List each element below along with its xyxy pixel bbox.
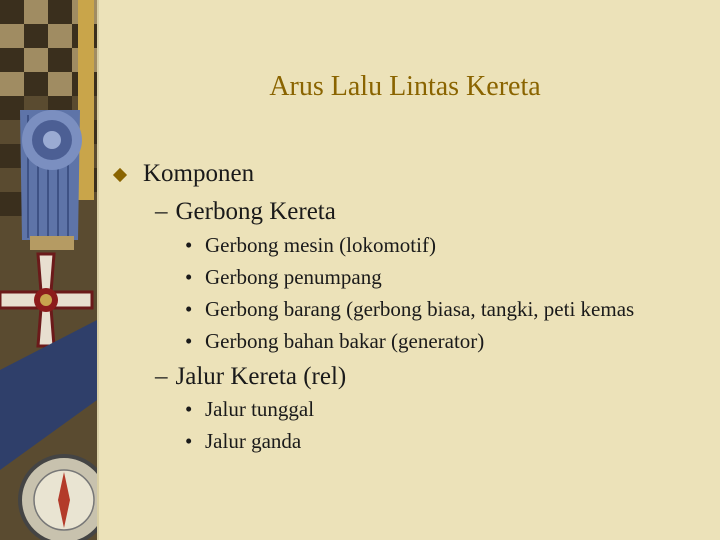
sub-bullet-gerbong-kereta [155, 198, 336, 226]
list-item-text: Jalur tunggal [205, 397, 315, 421]
list-item-text: Gerbong barang (gerbong biasa, tangki, peti kemas [205, 297, 635, 321]
decorative-side-image [0, 0, 97, 540]
list-item [185, 397, 314, 422]
dot-marker: • [185, 297, 193, 321]
list-item [185, 265, 382, 290]
diamond-bullet-icon [113, 168, 127, 182]
strip-divider [97, 0, 99, 540]
list-item-text: Gerbong penumpang [205, 265, 382, 289]
list-item [185, 297, 634, 322]
bullet-label: Komponen [143, 160, 255, 187]
dot-marker: • [185, 265, 193, 289]
list-item [185, 429, 301, 454]
list-item [185, 329, 484, 354]
sub-bullet-label: Gerbong Kereta [175, 198, 336, 225]
dash-marker: – [155, 198, 168, 225]
dash-marker: – [155, 363, 168, 390]
slide-title: Arus Lalu Lintas Kereta [269, 71, 541, 102]
dot-marker: • [185, 233, 193, 257]
dot-marker: • [185, 329, 193, 353]
dot-marker: • [185, 397, 193, 421]
sub-bullet-jalur-kereta [155, 363, 346, 391]
dot-marker: • [185, 429, 193, 453]
list-item-text: Gerbong mesin (lokomotif) [205, 233, 436, 257]
list-item [185, 233, 436, 258]
medal-and-compass-illustration [0, 0, 97, 540]
sub-bullet-label: Jalur Kereta (rel) [175, 363, 347, 390]
list-item-text: Gerbong bahan bakar (generator) [205, 329, 485, 353]
list-item-text: Jalur ganda [205, 429, 302, 453]
